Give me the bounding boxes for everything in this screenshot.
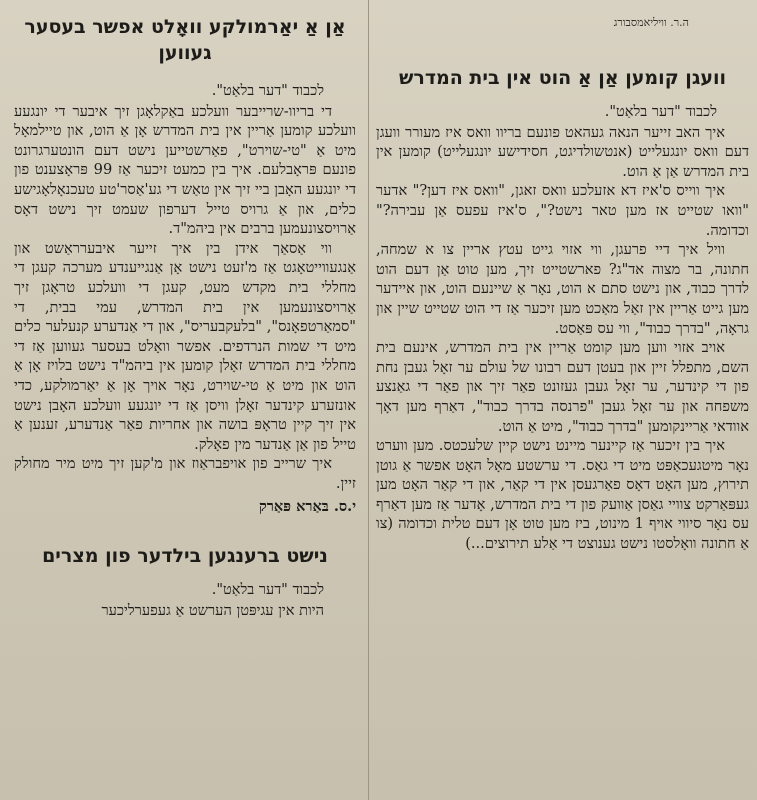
letter-salutation: לכבוד "דער בלאַט". (604, 104, 717, 120)
letter-headline-yarmulke: אַן אַ יאַרמולקע וואָלט אפשר בעסער געווען (24, 16, 346, 64)
letter-paragraph-5: איך בין זיכער אַז קיינער מיינט נישט קיין שלעכטס. מען ווערט נאָר מיטגעכאַפּט מיט די גאַס. די ערשטע מאָל האָט אפשר אַ גוטן תירוץ, מען האָט דאָס פאַרגעסן אין די קאַר, און די קאַר האָט מען געפּאַרקט צוויי גאַסן אַוועק פון די בית המדרש, אָדער אַז מען דאַרף עס נאָר סיווי אויף 1 מינוט, ביז מען טוט אָן דעם טלית וכדומה (צו אַ חתונה וואָלסטו נישט גענוצט די אַלע תירוצים...) (376, 437, 749, 553)
letter-paragraph-1: היות אין עגיפּטן הערשט אַ געפערליכער (101, 601, 324, 619)
letter-salutation: לכבוד "דער בלאַט". (211, 582, 324, 599)
left-column (0, 0, 366, 800)
letter-salutation: לכבוד "דער בלאַט". (211, 83, 324, 99)
letter-headline-hat: וועגן קומען אַן אַ הוט אין בית המדרש (398, 67, 727, 89)
previous-letter-credit: ה.ר. וויליאמסבורג (613, 16, 689, 29)
letter-paragraph-3: וויל איך דיי פרעגן, ווי אזוי גייט עטץ אריין צו א שמחה, חתונה, בר מצוה אד"ג? פארשטייט זיך, מען טוט אַן דעם הוט לדרך כבוד, און נישט סתם א הוט, נאָר אַ שיינעם הוט, און איידער מען גייט אַריין אין זאַל מאַכט מען זיכער אַז די הוט שטייט שיין און גראָה, "בדרך כבוד", ווי עס פּאַסט. (376, 241, 749, 337)
right-column (372, 0, 757, 800)
column-divider (368, 0, 369, 800)
letter-paragraph-2: ווי אַסאַך אידן בין איך זייער איבערראַשט און אַנגעווייטאָגט אַז מ'זעט נישט אָן אַנגייענדע מערכה קעגן די מחללי בית מקדש מעט, קעגן די וועלכע טראָגן זיך אַרויסצונעמען אין בית המדרש, עמי בבית, די "סמאַרטפאָנס", "בלעקבעריס", און די אַנדערע קנעלער כלים מיט די שמות הנרדפים. אפשר וואָלט בעסער געווען אַז די מחללי בית המדרש זאָלן קומען אין ביהמ"ד נישט בלויז אָן אַ הוט און מיט אַ טי-שוירט, נאָר אויך אָן אַ יאַרמולקע, כדי אונזערע קינדער זאָלן וויסן אַז די יונגעע וועלכע האָבן נישט אין זיך קיין טראָפּ בושה און אחריות פאַר אַנדערע, זענען אַ טייל פון אַן אַנדער מין פאָלק. (14, 239, 356, 453)
letter-paragraph-1: די בריוו-שרייבער וועלכע באַקלאָגן זיך איבער די יונגעע וועלכע קומען אַריין אין בית המדרש אָן אַ הוט, און טיילמאָל מיט אַ "טי-שוירט", פאַרשטייען נישט דעם הונטערגרונט פונעם פּראָבלעם. איך בין כמעט זיכער אַז 99 פּראָצענט פון די יונגעע האָבן ביי זיך אין טאַש די גע'אַסר'טע טעכנאָלאָגישע כלים, און אַ גרויס טייל דערפון שעמט זיך נישט דאָס אַרויסצונעמען ברבים אין ביהמ"ד. (14, 102, 356, 238)
letter-paragraph-4: אויב אזוי ווען מען קומט אַריין אין בית המדרש, אינעם בית השם, מתפלל זיין און בעטן דעם רבונו של עולם ער זאָל געבן נחת פון די קינדער, ער זאָל געבן געזונט פאַר זיך און פאַר די גאַנצע משפחה און ער זאָל געבן "פרנסה בדרך כבוד", דאַרף מען דאָך אוודאי אַריינקומען "בדרך כבוד", מיט אַ הוט. (376, 339, 749, 435)
letter-signature: י.ס. בּאַרא פּאַרק (258, 498, 356, 516)
letter-headline-egypt: נישט ברענגען בילדער פון מצרים (42, 545, 328, 568)
letter-paragraph-1: איך האב זייער הנאה געהאט פונעם בריוו וואס איז מעורר וועגן דעם וואס יונגעלייט (אנטשולדיגט, חסידישע יונגעלייט) קומען אין בית המדרש אַן אַ הוט. (376, 123, 749, 180)
letter-paragraph-2: איך ווייס ס'איז דא אזעלכע וואס זאגן, "וואס איז דען?" אדער "וואו שטייט אז מען טאר נישט?", ס'איז עפעס אַן עבירה?" וכדומה. (376, 182, 749, 239)
letter-paragraph-3: איך שרייב פון אויפבראַוז און מ'קען זיך מיט מיר מחולק זיין. (14, 455, 356, 492)
